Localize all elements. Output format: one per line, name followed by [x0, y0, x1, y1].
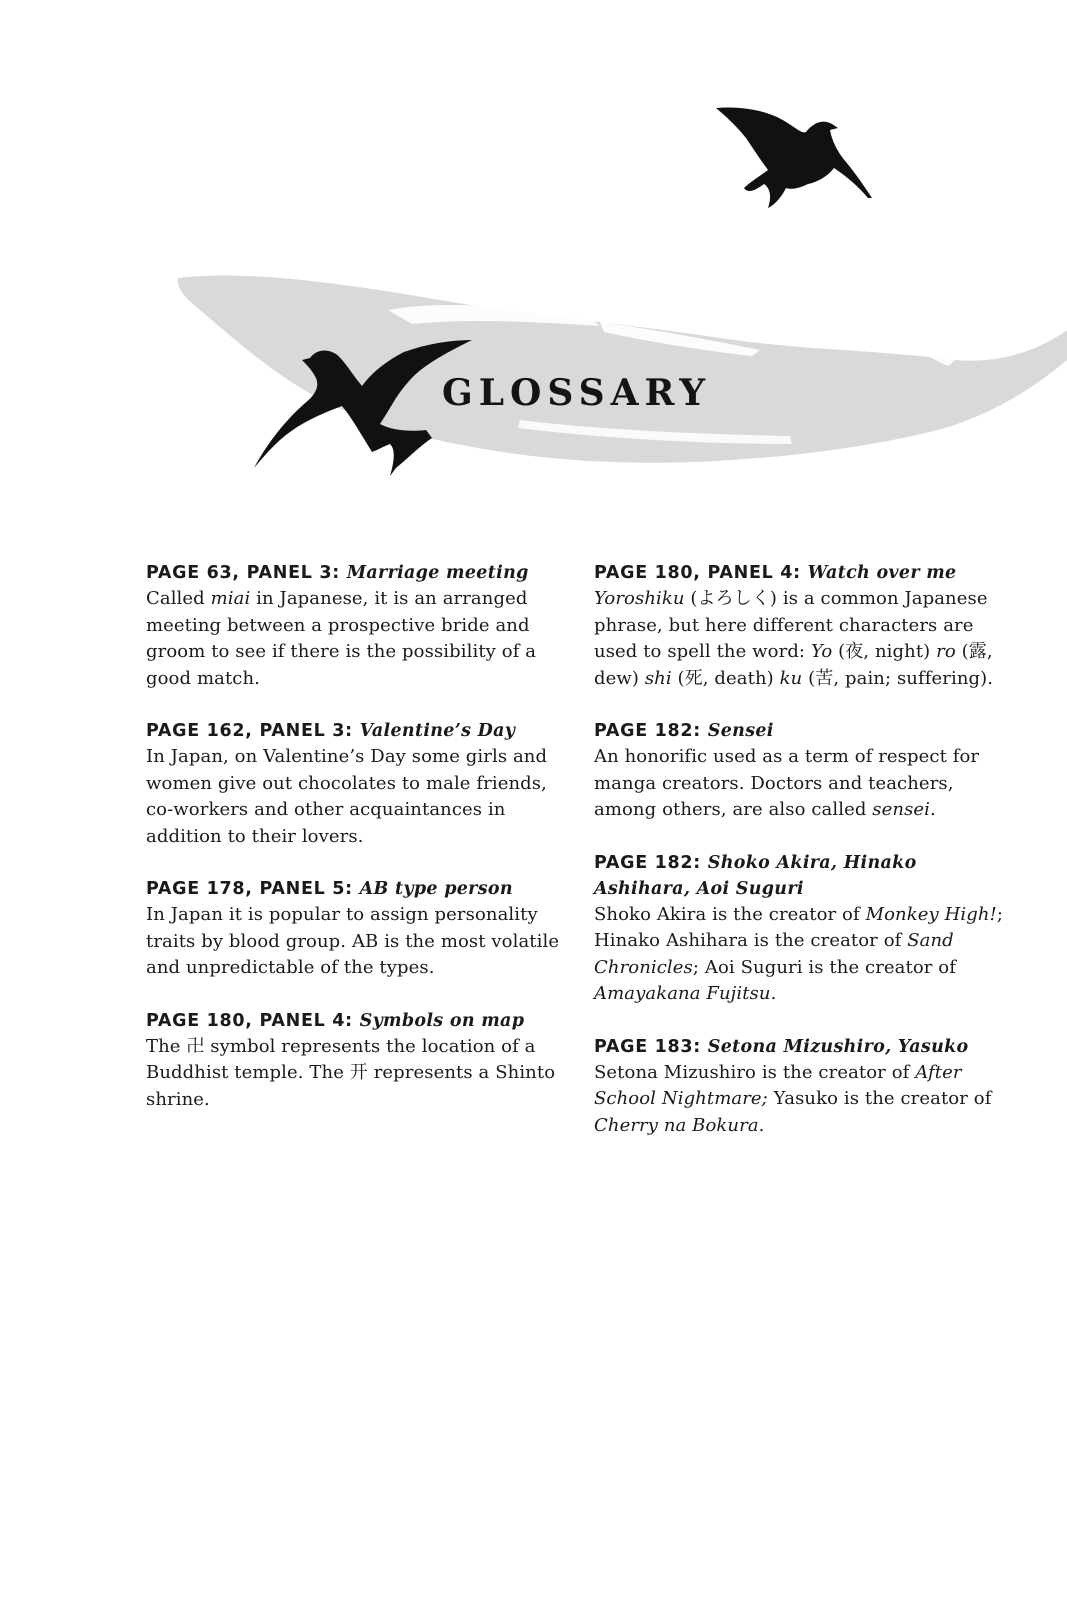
entry-term: Valentine’s Day	[359, 721, 516, 741]
definition-text: ; Hinako Ashihara is the creator of	[594, 903, 1004, 951]
entry-term: Watch over me	[807, 563, 957, 583]
glossary-column-right	[594, 560, 1004, 1165]
definition-italic-term: sensei	[872, 799, 931, 820]
definition-text: (よろしく) is a common Japanese phrase, but here different characters are used to spell the word:	[594, 588, 988, 662]
glossary-entry	[146, 1008, 566, 1114]
definition-text: .	[930, 799, 936, 820]
entry-term: Marriage meeting	[346, 563, 529, 583]
entry-page-reference: PAGE 180, PANEL 4:	[594, 563, 808, 583]
definition-text: Called	[146, 588, 211, 609]
definition-italic-term: Sand Chronicles	[594, 930, 954, 978]
definition-text: (夜, night)	[832, 641, 937, 662]
entry-definition	[146, 586, 566, 692]
entry-term: Setona Mizushiro, Yasuko	[707, 1036, 969, 1057]
definition-text: .	[770, 983, 777, 1004]
definition-italic-term: ku	[779, 667, 803, 689]
glossary-entry-heading	[594, 850, 1004, 902]
glossary-entry-heading	[146, 718, 566, 744]
entry-page-reference: PAGE 162, PANEL 3:	[146, 721, 360, 741]
glossary-entry-heading	[146, 876, 566, 902]
entry-page-reference: PAGE 180, PANEL 4:	[146, 1010, 360, 1031]
entry-definition	[594, 586, 1004, 692]
definition-text: In Japan, on Valentine’s Day some girls and women give out chocolates to male friends, co-workers and other acquaintances in addition to their lovers.	[146, 746, 548, 847]
definition-italic-term: miai	[210, 588, 251, 609]
glossary-entry-heading	[146, 560, 566, 586]
glossary-entry-heading	[146, 1008, 566, 1034]
definition-text: in Japanese, it is an arranged meeting between a prospective bride and groom to see if there is the possibility of a good match.	[146, 588, 537, 689]
definition-text: In Japan it is popular to assign personality traits by blood group. AB is the most volatile and unpredictable of the types.	[146, 904, 560, 978]
entry-page-reference: PAGE 183:	[594, 1036, 708, 1057]
glossary-entry	[146, 560, 566, 692]
entry-page-reference: PAGE 178, PANEL 5:	[146, 879, 360, 899]
glossary-entry	[594, 560, 1004, 692]
glossary-entry	[594, 850, 1004, 1008]
entry-page-reference: PAGE 182:	[594, 721, 708, 741]
glossary-entry-heading	[594, 718, 1004, 744]
definition-italic-term: Yoroshiku	[594, 588, 685, 609]
definition-italic-term: Cherry na Bokura	[594, 1114, 759, 1136]
definition-text: Yasuko is the creator of	[767, 1088, 992, 1109]
definition-text: (苦, pain; suffering).	[802, 667, 994, 689]
definition-text: .	[758, 1114, 765, 1136]
entry-definition	[146, 1034, 566, 1114]
definition-italic-term: Amayakana Fujitsu	[594, 983, 771, 1004]
glossary-entry	[594, 718, 1004, 824]
definition-italic-term: ro	[936, 641, 956, 662]
entry-term: Symbols on map	[359, 1010, 525, 1031]
definition-text: (露, dew)	[594, 641, 993, 689]
entry-page-reference: PAGE 182:	[594, 852, 708, 873]
entry-definition	[594, 744, 1004, 824]
bird-icon	[716, 108, 872, 208]
entry-definition	[594, 902, 1004, 1008]
definition-text: An honorific used as a term of respect for manga creators. Doctors and teachers, among others, are also called	[594, 746, 980, 820]
entry-term: AB type person	[359, 879, 513, 899]
entry-definition	[594, 1060, 1004, 1140]
glossary-entry	[146, 718, 566, 850]
definition-italic-term: Yo	[810, 641, 833, 662]
glossary-entry-heading	[594, 1034, 1004, 1060]
definition-italic-term: After School Nightmare;	[594, 1061, 962, 1109]
entry-page-reference: PAGE 63, PANEL 3:	[146, 563, 347, 583]
definition-text: Shoko Akira is the creator of	[594, 903, 866, 925]
page-title: GLOSSARY	[442, 372, 712, 414]
entry-term: Sensei	[707, 721, 774, 741]
glossary-column-left	[146, 560, 566, 1139]
definition-italic-term: shi	[644, 667, 672, 689]
definition-text: Setona Mizushiro is the creator of	[594, 1061, 916, 1083]
glossary-entry	[594, 1034, 1004, 1140]
definition-text: The 卍 symbol represents the location of a Buddhist temple. The 开 represents a Shinto shrine.	[146, 1035, 556, 1110]
glossary-entry	[146, 876, 566, 982]
definition-text: (死, death)	[671, 667, 780, 689]
entry-term: Shoko Akira, Hinako Ashihara, Aoi Suguri	[594, 852, 917, 899]
glossary-entry-heading	[594, 560, 1004, 586]
entry-definition	[146, 744, 566, 850]
definition-text: ; Aoi Suguri is the creator of	[692, 956, 956, 978]
definition-italic-term: Monkey High!	[865, 903, 997, 925]
entry-definition	[146, 902, 566, 982]
